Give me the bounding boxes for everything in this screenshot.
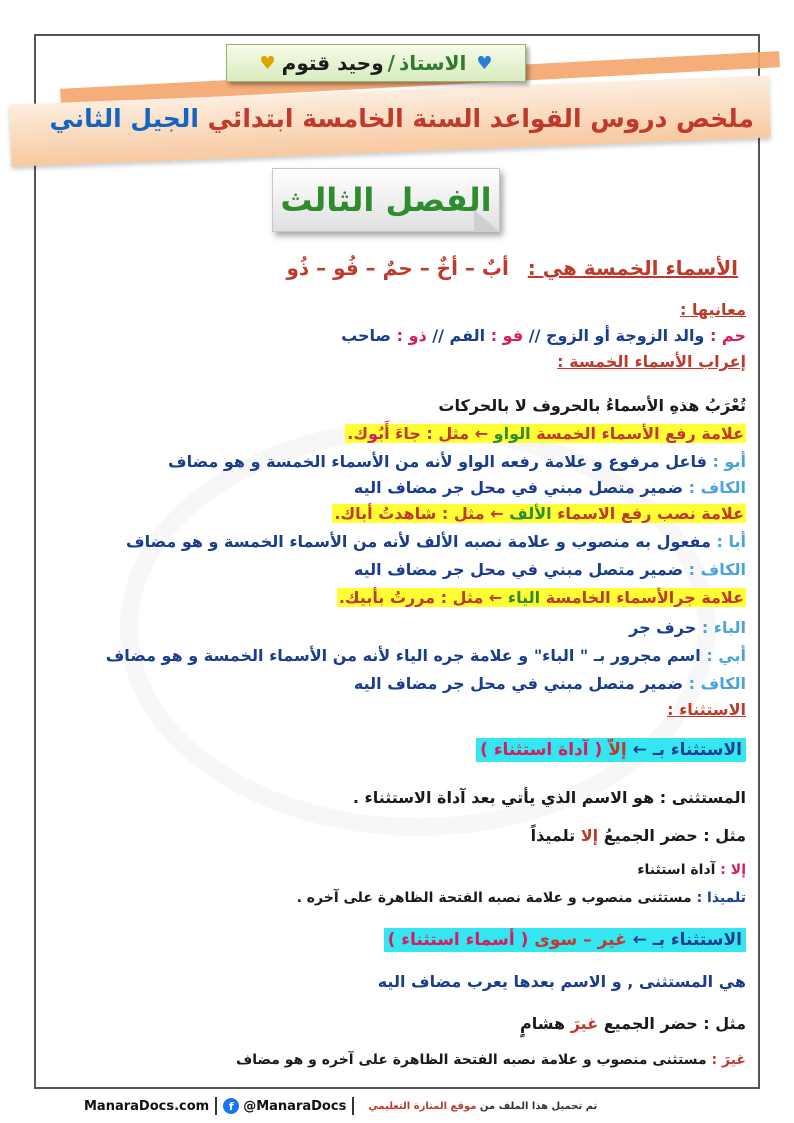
teacher-name: وحيد قتوم (281, 51, 384, 75)
nasb-w2: الكاف : ضمير متصل مبني في محل جر مضاف اليه (353, 560, 746, 579)
istithna-heading: الاستثناء : (667, 700, 746, 719)
raf-w2: الكاف : ضمير متصل مبني في محل جر مضاف اليه (353, 478, 746, 497)
five-nouns-line: الأسماء الخمسة هي : أبٌ – أخٌ – حمٌ – فُو – ذُو (286, 256, 738, 280)
mustathna-def: المستثنى : هو الاسم الذي يأتي بعد آداة الاستثناء . (352, 788, 746, 807)
illa-parse: إلا : آداة استثناء (637, 862, 746, 878)
meanings-line: حم : والد الزوجة أو الزوج // فو : الفم // ذو : صاحب (341, 326, 746, 345)
irab-rule: تُعْرَبُ هذهِ الأسماءُ بالحروف لا بالحركات (438, 396, 746, 415)
jarr-w1: أبي : اسم مجرور بـ " الباء" و علامة جره الياء لأنه من الأسماء الخمسة و هو مضاف (105, 646, 746, 665)
raf-rule: علامة رفع الأسماء الخمسة الواو ← مثل : جاءَ أَبُوك. (347, 424, 744, 443)
divider (352, 1097, 354, 1115)
example-ghayr: مثل : حضر الجميع غيرَ هشامٍ (520, 1014, 746, 1033)
ghayr-desc: هي المستثنى , و الاسم بعدها يعرب مضاف اليه (377, 972, 746, 991)
teacher-prefix: الاستاذ (398, 51, 467, 75)
meanings-heading: معانيها : (679, 300, 746, 319)
heart-icon: ♥ (259, 52, 276, 74)
footer (84, 1094, 724, 1118)
jarr-w0: الباء : حرف جر (629, 618, 746, 637)
example-illa: مثل : حضر الجميعُ إلا تلميذاً (530, 826, 746, 845)
istithna-ghayr-heading: الاستثناء بـ ← غير – سوى ( أسماء استثناء ) (384, 930, 746, 950)
tilmidh-parse: تلميذا : مستثنى منصوب و علامة نصبه الفتحة الظاهرة على آخره . (296, 890, 746, 906)
chapter-title: الفصل الثالث (272, 168, 500, 232)
istithna-illa-heading: الاستثناء بـ ← إلاّ ( آداة استثناء ) (476, 740, 746, 760)
footer-download-note: تم تحميل هذا الملف من موقع المنارة التعليمي (368, 1100, 598, 1112)
footer-site[interactable]: ManaraDocs.com (84, 1098, 210, 1114)
nasb-rule: علامة نصب رفع الاسماء الألف ← مثل : شاهدتُ أباك. (334, 504, 744, 523)
jarr-rule: علامة جرالأسماء الخامسة الياء ← مثل : مررتُ بأبيك. (338, 588, 744, 607)
raf-w1: أبو : فاعل مرفوع و علامة رفعه الواو لأنه من الأسماء الخمسة و هو مضاف (168, 452, 746, 471)
heart-icon: ♥ (476, 52, 493, 74)
irab-heading: إعراب الأسماء الخمسة : (557, 352, 746, 371)
teacher-tag (226, 44, 526, 82)
divider (215, 1097, 217, 1115)
page-title: ملخص دروس القواعد السنة الخامسة ابتدائي الجيل الثاني (49, 104, 754, 133)
facebook-icon[interactable]: f (223, 1098, 239, 1114)
teacher-slash: / (387, 51, 395, 75)
ghayr-parse: غيرَ : مستثنى منصوب و علامة نصبه الفتحة الظاهرة على آخره و هو مضاف (235, 1052, 746, 1068)
nasb-w1: أبا : مفعول به منصوب و علامة نصبه الألف لأنه من الأسماء الخمسة و هو مضاف (126, 532, 746, 551)
jarr-w2: الكاف : ضمير متصل مبني في محل جر مضاف اليه (353, 674, 746, 693)
footer-social[interactable]: @ManaraDocs (243, 1098, 347, 1114)
